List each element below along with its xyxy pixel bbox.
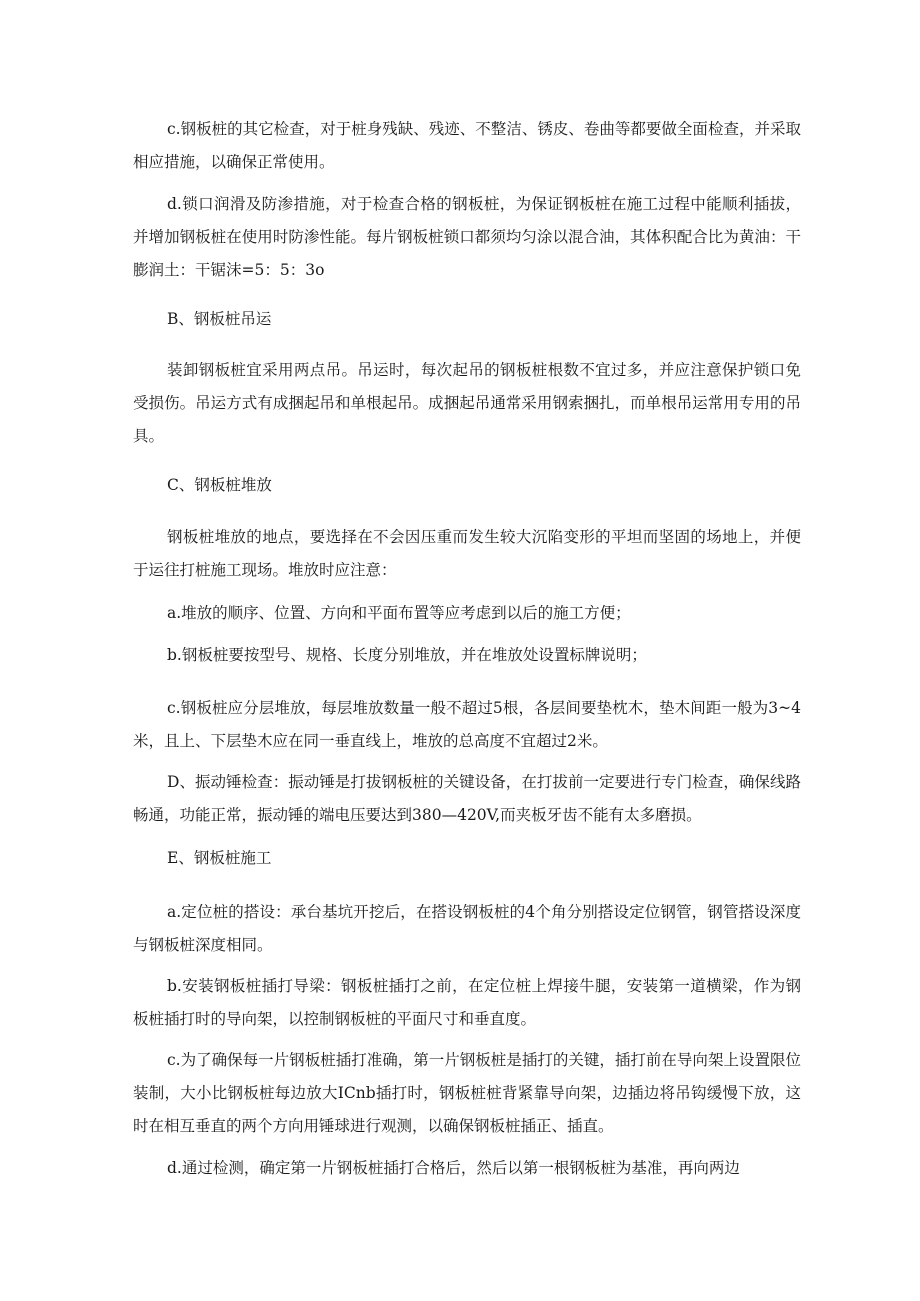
paragraph-d-lock-lubrication: d.锁口润滑及防渗措施，对于检查合格的钢板桩，为保证钢板桩在施工过程中能顺利插拔，并增加钢板桩在使用时防渗性能。每片钢板桩锁口都须均匀涂以混合油，其体积配合比为黄油：干膨润土：干锯沫=5：5：3o [133, 195, 801, 279]
paragraph-c-first-pile: c.为了确保每一片钢板桩插打准确，第一片钢板桩是插打的关键，插打前在导向架上设置限位装制，大小比钢板桩每边放大ICnb插打时，钢板桩桩背紧靠导向架，边插边将吊钩缓慢下放，这时在相互垂直的两个方向用锤球进行观测，以确保钢板桩插正、插直。 [133, 1051, 801, 1135]
paragraph-a-stacking-order: a.堆放的顺序、位置、方向和平面布置等应考虑到以后的施工方便； [167, 604, 631, 622]
paragraph-lifting-method: 装卸钢板桩宜采用两点吊。吊运时，每次起吊的钢板桩根数不宜过多，并应注意保护锁口免受损伤。吊运方式有成捆起吊和单根起吊。成捆起吊通常采用钢索捆扎，而单根吊运常用专用的吊具。 [133, 361, 801, 445]
paragraph-d-vibratory-hammer: D、振动锤检查：振动锤是打拔钢板桩的关键设备，在打拔前一定要进行专门检查，确保线路畅通，功能正常，振动锤的端电压要达到380—420V,而夹板牙齿不能有太多磨损。 [133, 773, 801, 824]
paragraph-stacking-site: 钢板桩堆放的地点，要选择在不会因压重而发生较大沉陷变形的平坦而坚固的场地上，并便于运往打桩施工现场。堆放时应注意： [133, 528, 801, 579]
heading-b-lifting: B、钢板桩吊运 [167, 310, 272, 328]
paragraph-b-guide-beam: b.安装钢板桩插打导梁：钢板桩插打之前，在定位桩上焊接牛腿，安装第一道横梁，作为钢板桩插打时的导向架，以控制钢板桩的平面尺寸和垂直度。 [133, 977, 801, 1028]
heading-e-construction: E、钢板桩施工 [167, 849, 272, 867]
paragraph-c-other-inspection: c.钢板桩的其它检查，对于桩身残缺、残迹、不整洁、锈皮、卷曲等都要做全面检查，并采取相应措施，以确保正常使用。 [133, 120, 801, 171]
heading-c-stacking: C、钢板桩堆放 [167, 476, 272, 494]
paragraph-b-stacking-type: b.钢板桩要按型号、规格、长度分别堆放，并在堆放处设置标牌说明； [167, 646, 647, 664]
paragraph-d-inspection: d.通过检测，确定第一片钢板桩插打合格后，然后以第一根钢板桩为基准，再向两边 [167, 1159, 740, 1177]
paragraph-a-locating-pile: a.定位桩的搭设：承台基坑开挖后，在搭设钢板桩的4个角分别搭设定位钢管，钢管搭设深度与钢板桩深度相同。 [133, 903, 801, 954]
paragraph-c-layered-stacking: c.钢板桩应分层堆放，每层堆放数量一般不超过5根，各层间要垫枕木，垫木间距一般为3~4米，且上、下层垫木应在同一垂直线上，堆放的总高度不宜超过2米。 [133, 699, 801, 750]
